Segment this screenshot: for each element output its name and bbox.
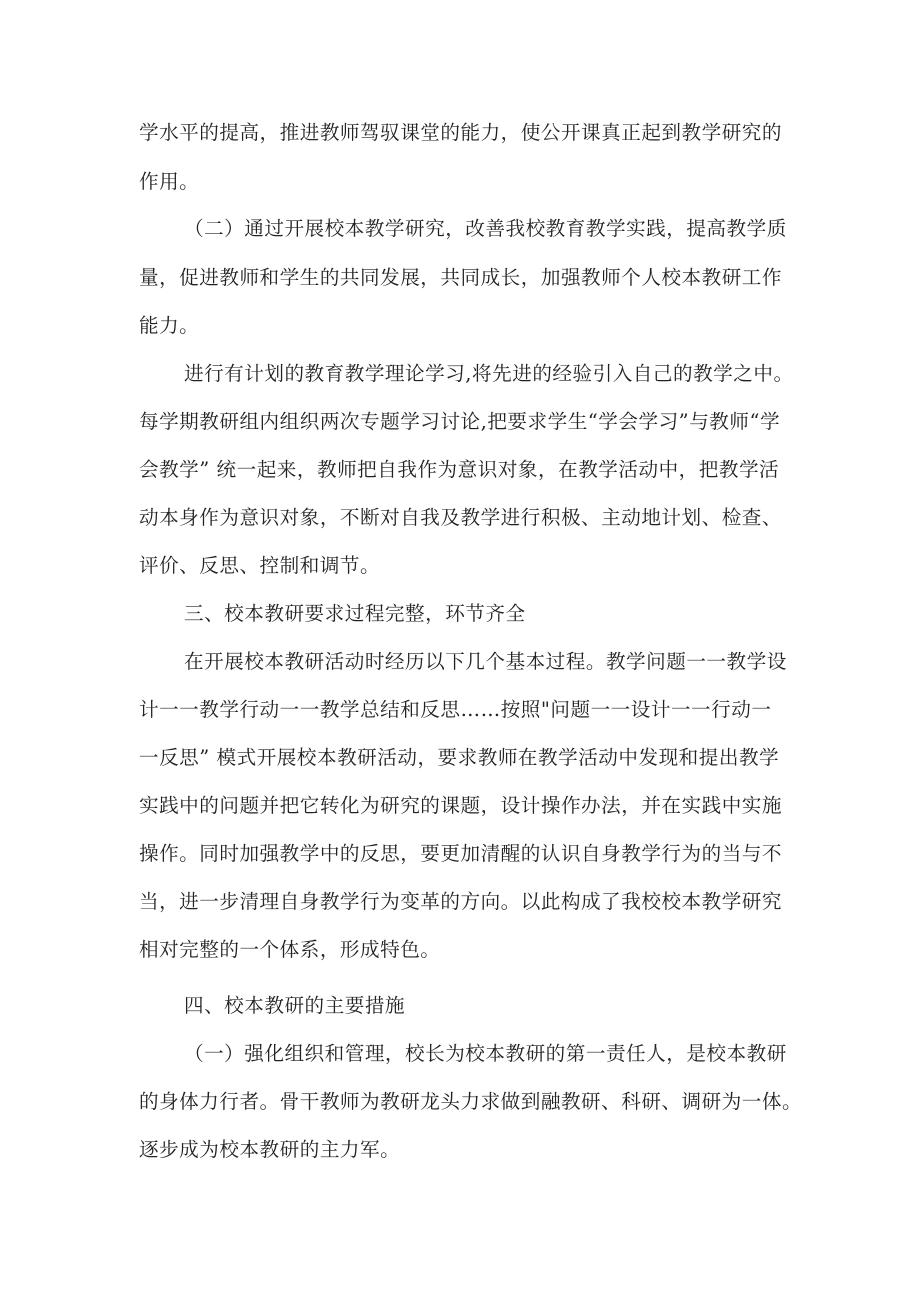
text-line: 一反思” 模式开展校本教研活动，要求教师在教学活动中发现和提出教学 <box>139 746 780 769</box>
text-line: 当，进一步清理自身教学行为变革的方向。以此构成了我校校本教学研究 <box>139 890 782 913</box>
text-line: 动本身作为意识对象，不断对自我及教学进行积极、主动地计划、检查、 <box>139 506 782 529</box>
text-line: 实践中的问题并把它转化为研究的课题，设计操作办法，并在实践中实施 <box>139 794 782 817</box>
text-line: 评价、反思、控制和调节。 <box>139 554 381 577</box>
text-line: 进行有计划的教育教学理论学习,将先进的经验引入自己的教学之中。 <box>184 362 794 385</box>
text-line: 会教学” 统一起来，教师把自我作为意识对象，在教学活动中，把教学活 <box>139 458 780 481</box>
text-line: 逐步成为校本教研的主力军。 <box>139 1138 401 1161</box>
text-line: 计一一教学行动一一教学总结和反思……按照"问题一一设计一一行动一 <box>139 698 772 721</box>
text-line: 学水平的提高，推进教师驾驭课堂的能力，使公开课真正起到教学研究的 <box>139 121 782 144</box>
text-line: 相对完整的一个体系，形成特色。 <box>139 938 441 961</box>
paragraph-heading: （二）通过开展校本教学研究，改善我校教育教学实践，提高教学质 <box>184 217 787 240</box>
section-heading: 三、校本教研要求过程完整，环节齐全 <box>184 602 526 625</box>
text-line: 的身体力行者。骨干教师为教研龙头力求做到融教研、科研、调研为一体。 <box>139 1090 803 1113</box>
text-line: 作用。 <box>139 170 200 193</box>
text-line: 每学期教研组内组织两次专题学习讨论,把要求学生“学会学习”与教师“学 <box>139 410 781 433</box>
text-line: 能力。 <box>139 314 200 337</box>
text-line: 量，促进教师和学生的共同发展，共同成长，加强教师个人校本教研工作 <box>139 266 782 289</box>
text-line: 在开展校本教研活动时经历以下几个基本过程。教学问题一一教学设 <box>184 650 787 673</box>
text-line: 操作。同时加强教学中的反思，要更加清醒的认识自身教学行为的当与不 <box>139 842 782 865</box>
paragraph-heading: （一）强化组织和管理，校长为校本教研的第一责任人，是校本教研 <box>184 1042 787 1065</box>
section-heading: 四、校本教研的主要措施 <box>184 994 406 1017</box>
